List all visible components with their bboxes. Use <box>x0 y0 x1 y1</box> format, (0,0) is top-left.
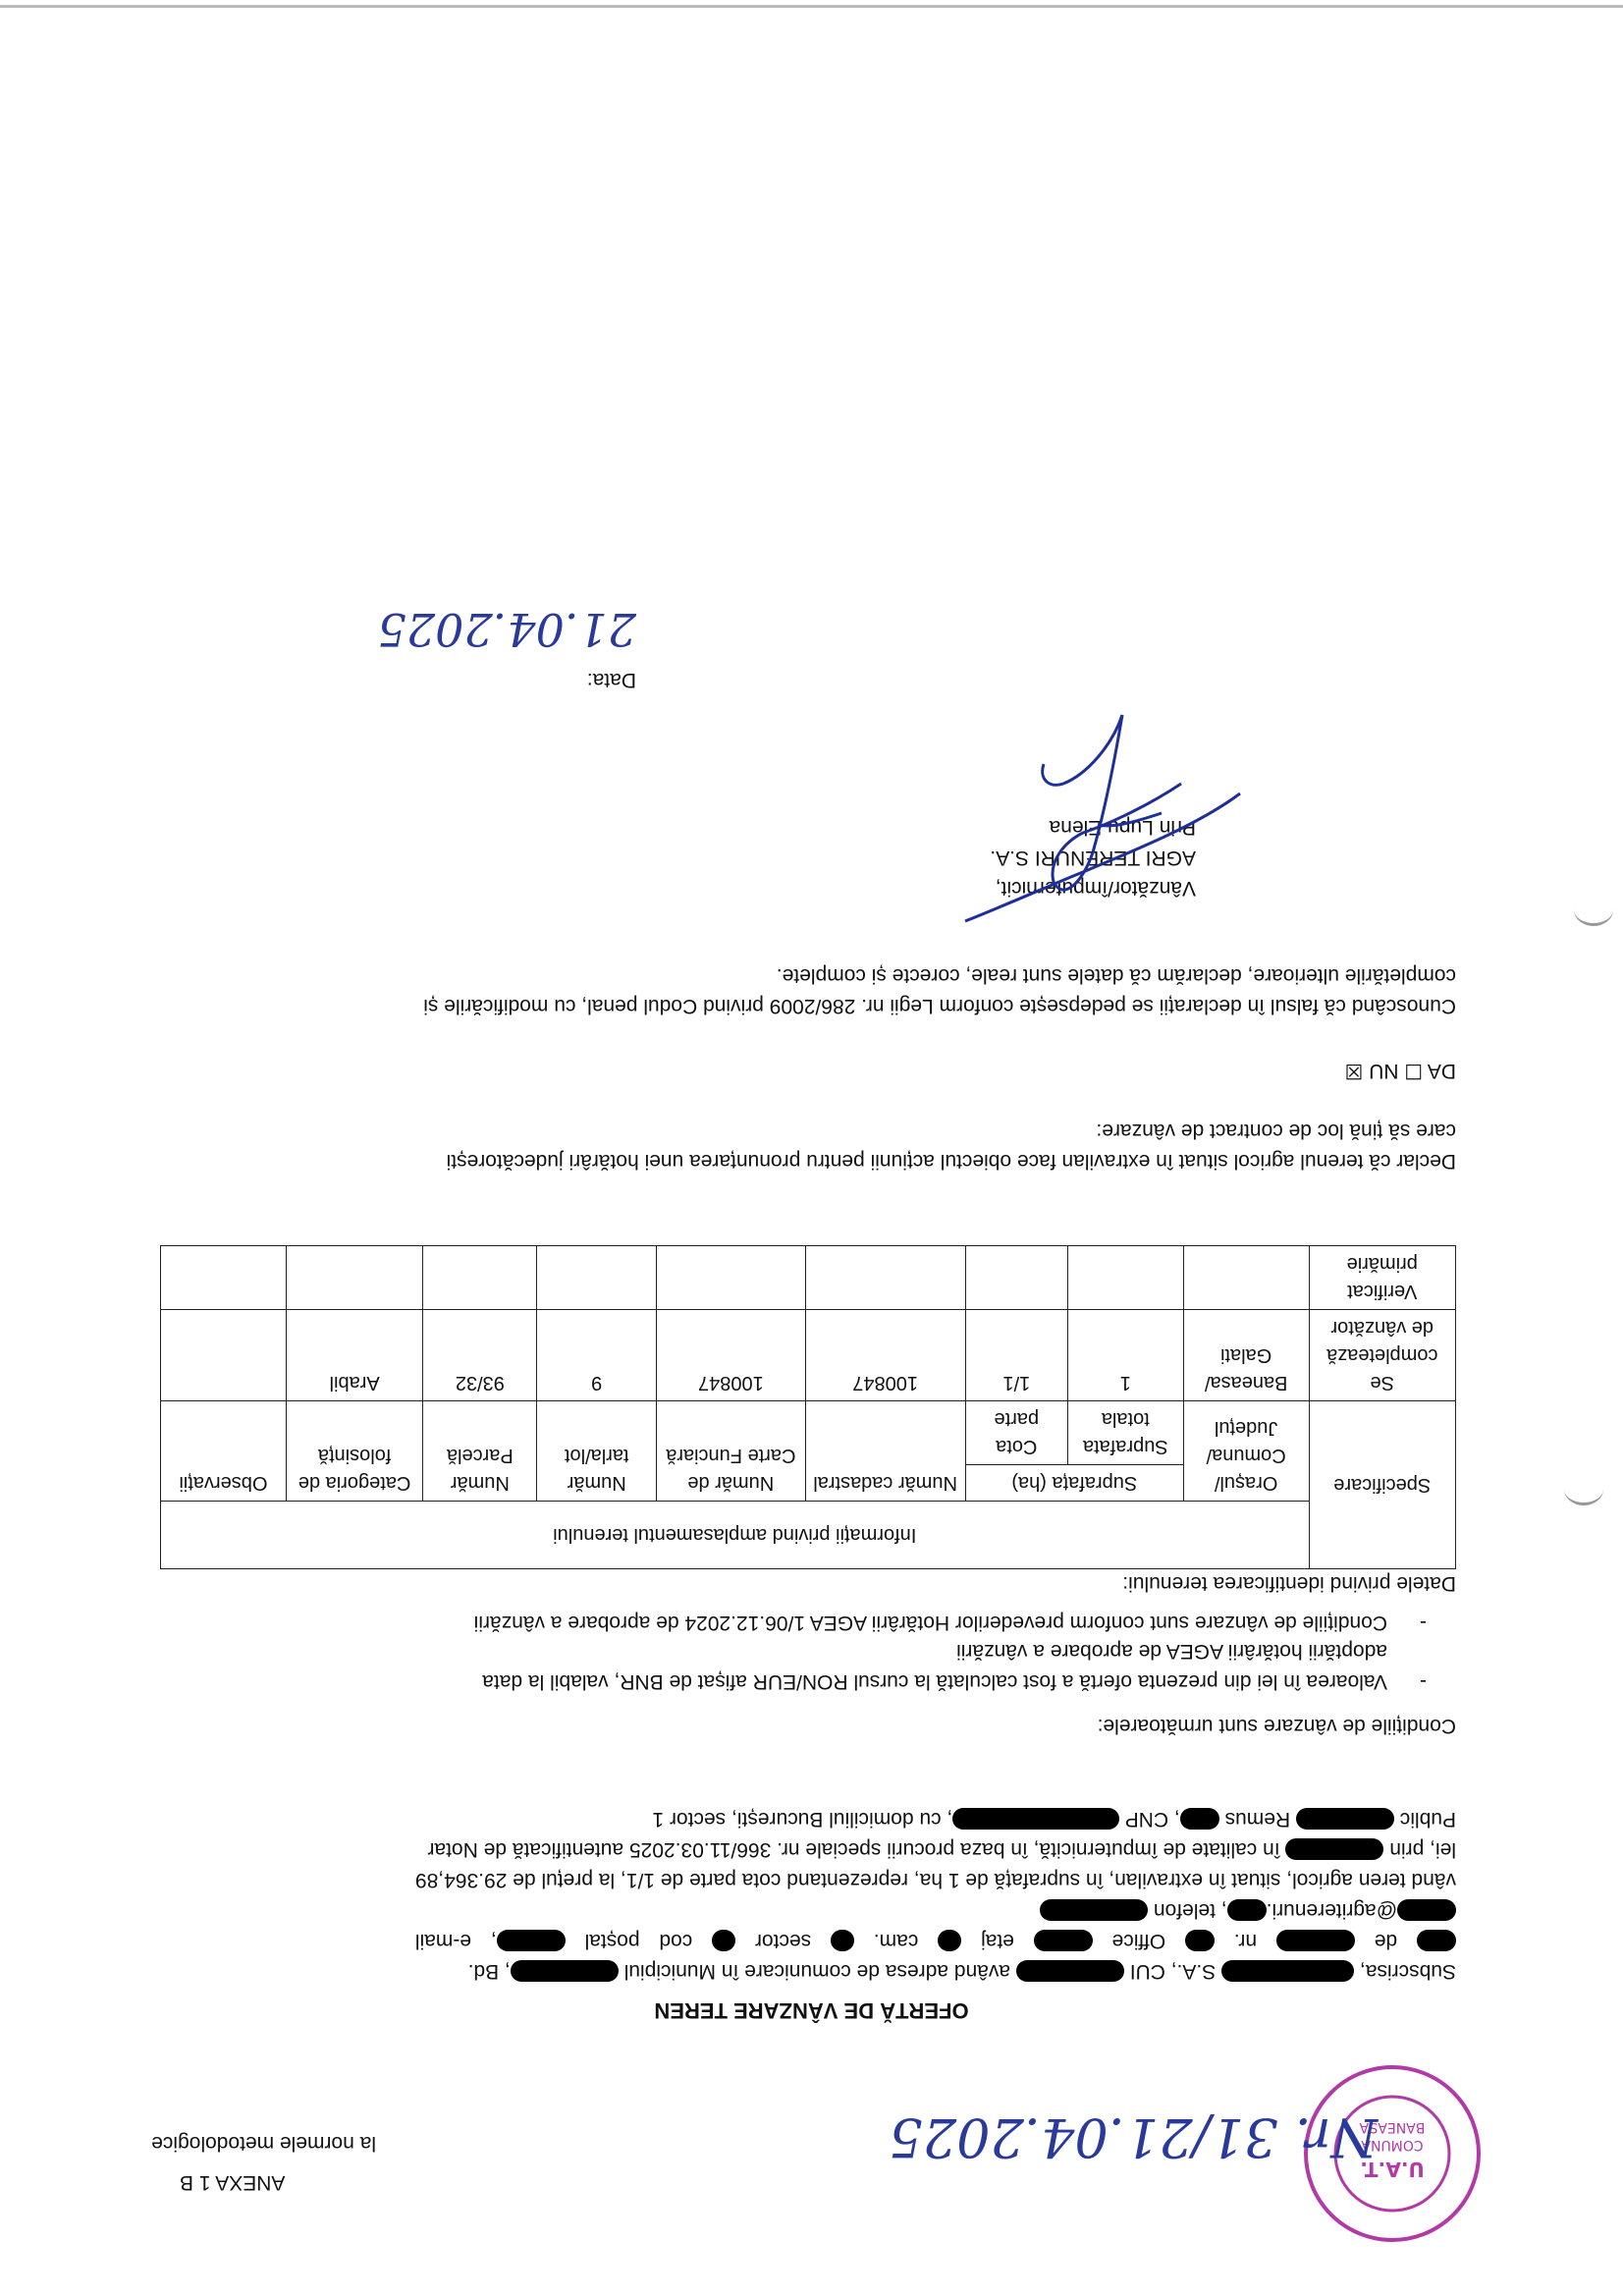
redaction <box>1285 1838 1383 1860</box>
declaration-line-1: Declar că terenul agricol situat în extravilan face obiectul acțiunii pentru pronunțarea unei hotărâri judecătorești <box>446 1150 1456 1173</box>
cell-label: Verificat primărie <box>1309 1246 1455 1310</box>
cell-categorie: Arabil <box>286 1310 423 1401</box>
table-row <box>161 1310 1456 1401</box>
signer-role: Vânzător/împuternicit, <box>995 877 1196 900</box>
redaction <box>1276 1930 1355 1951</box>
svg-text:COMUNA: COMUNA <box>1361 2137 1424 2153</box>
th-cadastral: Număr cadastral <box>805 1401 965 1502</box>
legal-line-1: Cunoscând că falsul în declarații se pedepsește conform Legii nr. 286/2009 privind Codul penal, cu modificările și <box>423 995 1456 1017</box>
intro-line-5: lei, prin în calitate de împuternicită, în baza procurii speciale nr. 366/11.03.2025 autentificată de Notar <box>427 1838 1456 1861</box>
cell-empty <box>657 1246 805 1310</box>
cell-empty <box>805 1246 965 1310</box>
th-categorie: Categoria de folosință <box>286 1401 423 1502</box>
cell-label: Se completează de vânzător <box>1309 1310 1455 1401</box>
land-info-table <box>160 1245 1456 1569</box>
legal-block <box>160 960 1456 1021</box>
redaction <box>1227 1899 1267 1921</box>
cell-empty <box>286 1246 423 1310</box>
annex-subtitle: la normele metodologice <box>151 2132 376 2155</box>
handwritten-date: 21.04.2025 <box>377 603 636 656</box>
conditions-heading: Condițiile de vânzare sunt următoarele: <box>1097 1715 1456 1737</box>
th-carte-funciara: Număr de Carte Funciară <box>657 1401 805 1502</box>
redaction <box>1296 1808 1394 1830</box>
redaction <box>1016 1960 1124 1982</box>
redaction <box>1185 1930 1215 1951</box>
cell-empty <box>1067 1246 1183 1310</box>
date-label: Data: <box>586 669 636 691</box>
cell-empty <box>1183 1246 1309 1310</box>
intro-line-4: vând teren agricol, situat în extravilan, în suprafață de 1 ha, reprezentand cota parte de 1/1, la prețul de 29.364,89 <box>414 1869 1456 1891</box>
punch-hole-mark <box>1564 1473 1603 1505</box>
redaction <box>511 1960 619 1982</box>
signer-name: Prin Lupu Elena <box>1049 816 1196 839</box>
land-id-heading: Datele privind identificarea terenului: <box>1122 1572 1456 1595</box>
condition-item-2: - Condițiile de vânzare sunt conform prevederilor Hotărârii AGEA 1/06.12.2024 de aprobare a vânzării <box>473 1612 1427 1634</box>
th-oras: Orașul/ Comuna/ Județul <box>1183 1401 1309 1502</box>
table-row <box>161 1246 1456 1310</box>
intro-line-6: Public Remus , CNP , cu domiciliul București, sector 1 <box>652 1808 1456 1831</box>
signer-company: AGRI TERENURI S.A. <box>990 847 1196 869</box>
redaction <box>1034 1930 1093 1951</box>
cell-total: 1 <box>1067 1310 1183 1401</box>
intro-line-1: Subscrisa, S.A., CUI având adresa de comunicare în Municipiul , Bd. <box>467 1960 1456 1983</box>
th-suprafata: Suprafața (ha) <box>965 1465 1183 1502</box>
declaration-block <box>160 1116 1456 1176</box>
th-cota-parte: Cota parte <box>965 1401 1067 1465</box>
redaction <box>1397 1899 1456 1921</box>
cell-empty <box>423 1246 537 1310</box>
th-group: Informații privind amplasamentul terenului <box>161 1502 1310 1569</box>
cell-observatii <box>161 1310 287 1401</box>
declaration-line-2: care să țină loc de contract de vânzare: <box>1096 1120 1456 1142</box>
th-observatii: Observații <box>161 1401 287 1502</box>
cell-parcela: 93/32 <box>423 1310 537 1401</box>
svg-text:BANEASA: BANEASA <box>1359 2119 1426 2135</box>
document-title: OFERTĂ DE VÂNZARE TEREN <box>654 1998 969 2023</box>
intro-paragraph <box>160 1804 1456 1987</box>
th-tarla: Număr tarla/lot <box>537 1401 657 1502</box>
redaction <box>712 1930 735 1951</box>
da-nu-options: DA ☐ NU ☒ <box>1344 1060 1456 1082</box>
cell-tarla: 9 <box>537 1310 657 1401</box>
redaction <box>952 1808 1119 1830</box>
redaction <box>831 1930 854 1951</box>
redaction <box>1417 1930 1456 1951</box>
cell-empty <box>161 1246 287 1310</box>
punch-hole-mark <box>1574 894 1613 926</box>
handwritten-registration: Nr. 31/21.04.2025 <box>889 2106 1378 2168</box>
legal-line-2: completările ulterioare, declarăm că datele sunt reale, corecte și complete. <box>776 964 1456 987</box>
th-specificare: Specificare <box>1309 1401 1455 1569</box>
cell-empty <box>965 1246 1067 1310</box>
annex-block <box>180 2167 396 2198</box>
svg-text:U.A.T.: U.A.T. <box>1360 2158 1425 2181</box>
redaction <box>497 1930 566 1951</box>
intro-line-3: @agriterenuri., telefon <box>160 1895 1456 1926</box>
handwritten-signature <box>936 676 1260 941</box>
redaction <box>1040 1899 1148 1921</box>
condition-item-1: - Valoarea în lei din prezenta ofertă a fost calculată la cursul RON/EUR afișat de BNR, valabil la data adoptării hotărârii AGEA de aprobare a vânzării <box>482 1640 1427 1693</box>
cell-empty <box>537 1246 657 1310</box>
annex-label: ANEXA 1 B <box>180 2171 286 2194</box>
cell-cota: 1/1 <box>965 1310 1067 1401</box>
cell-carte-funciara: 100847 <box>657 1310 805 1401</box>
scan-edge <box>0 5 1623 8</box>
intro-line-2: de nr. Office etaj cam. sector cod poștal , e-mail <box>160 1926 1456 1956</box>
th-parcela: Număr Parcelă <box>423 1401 537 1502</box>
th-supr-totala: Suprafata totala <box>1067 1401 1183 1465</box>
redaction <box>1221 1960 1354 1982</box>
cell-oras: Baneasa/ Galati <box>1183 1310 1309 1401</box>
redaction <box>1180 1808 1219 1830</box>
redaction <box>938 1930 961 1951</box>
cell-cadastral: 100847 <box>805 1310 965 1401</box>
